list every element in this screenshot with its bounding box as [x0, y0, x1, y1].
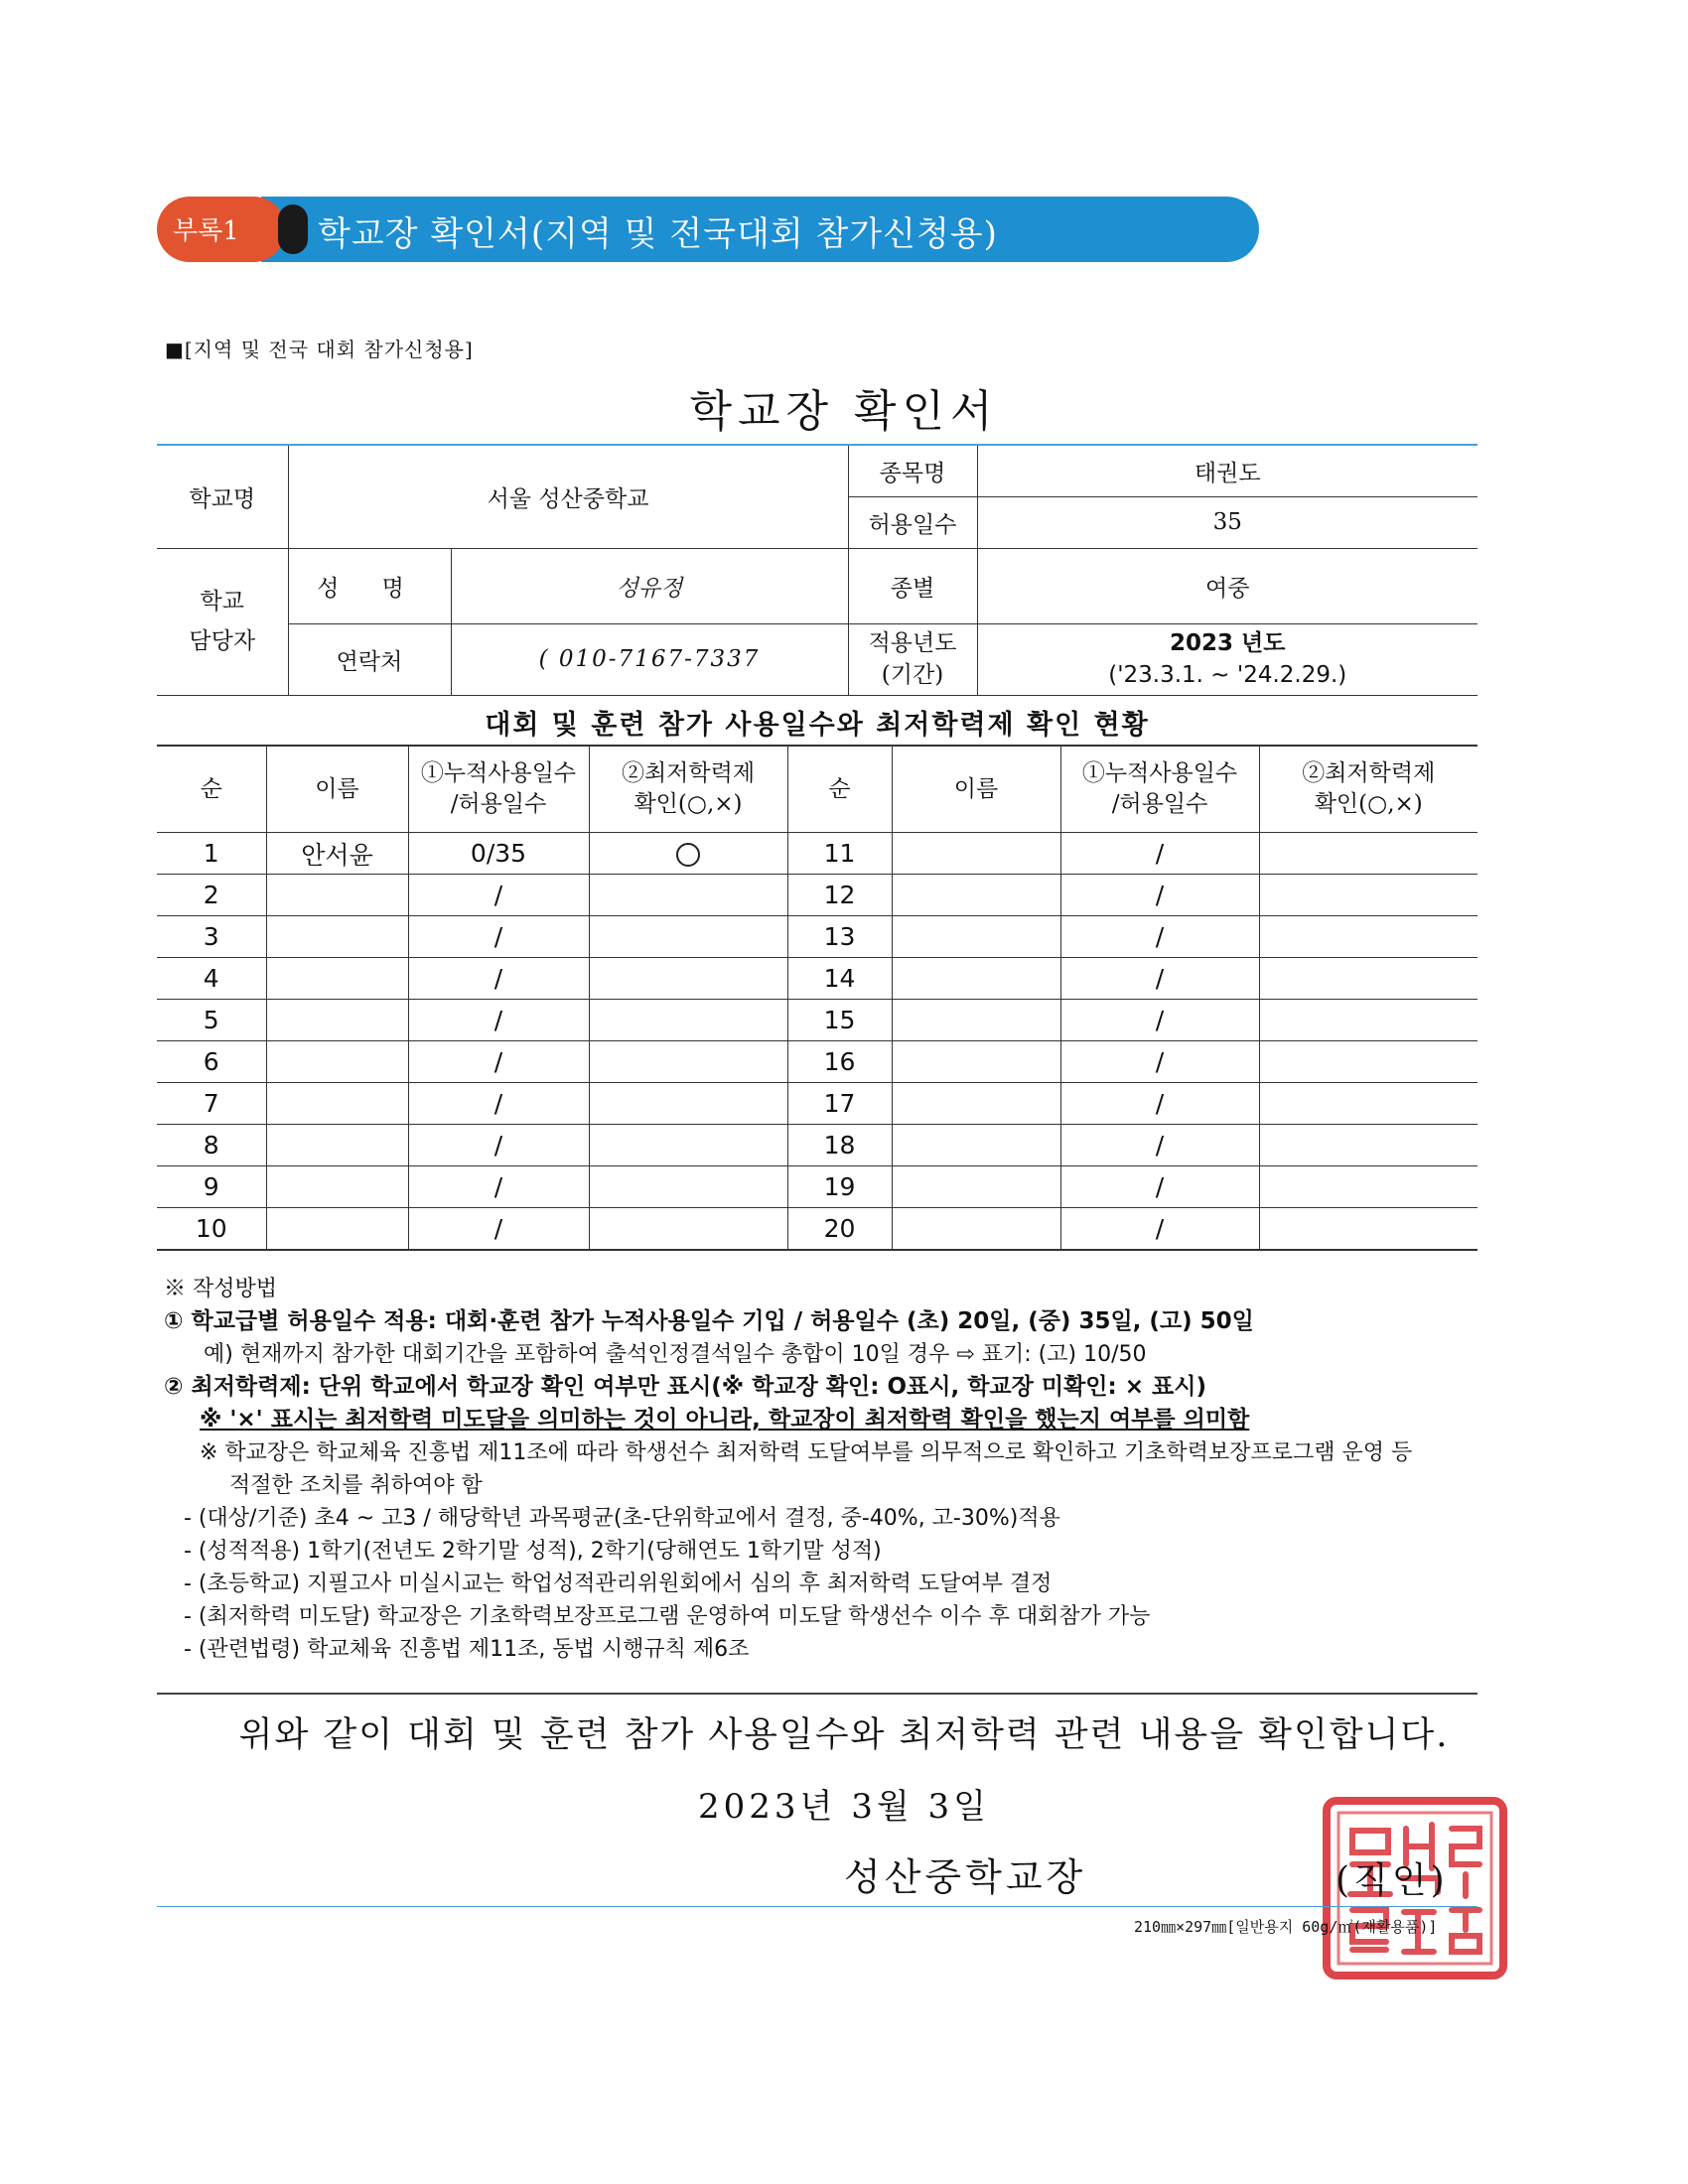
contact-label: 연락처 — [288, 623, 451, 695]
row-no: 6 — [157, 1041, 266, 1083]
check-mark — [1259, 1041, 1477, 1083]
student-name — [892, 1041, 1060, 1083]
days-used: / — [408, 1125, 589, 1166]
student-name — [266, 1000, 408, 1041]
category-label: 종별 — [848, 548, 977, 623]
footer-rule — [157, 1906, 1477, 1907]
check-mark — [589, 1166, 787, 1208]
note-below-minimum: - (최저학력 미도달) 학교장은 기초학력보장프로그램 운영하여 미도달 학생선수 이수 후 대회참가 가능 — [184, 1604, 1151, 1629]
student-name — [266, 1125, 408, 1166]
check-mark — [589, 1125, 787, 1166]
year-value: 2023 년도 — [1170, 630, 1286, 656]
days-used: / — [408, 1083, 589, 1125]
note-min-academic-meaning: ※ '×' 표시는 최저학력 미도달을 의미하는 것이 아니라, 학교장이 최저학력 확인을 했는지 여부를 의미함 — [200, 1407, 1250, 1433]
row-no: 4 — [157, 958, 266, 1000]
check-mark — [1259, 916, 1477, 958]
row-no: 18 — [787, 1125, 892, 1166]
row-no: 10 — [157, 1208, 266, 1251]
days-used: / — [1060, 1166, 1259, 1208]
days-used: 0/35 — [408, 833, 589, 875]
student-name — [266, 916, 408, 958]
category-value: 여중 — [977, 548, 1477, 623]
name-label: 성 명 — [288, 548, 451, 623]
row-no: 7 — [157, 1083, 266, 1125]
student-name — [892, 1166, 1060, 1208]
banner-tag: 부록1 — [173, 216, 239, 246]
days-used: / — [408, 875, 589, 916]
row-no: 19 — [787, 1166, 892, 1208]
col-name-left: 이름 — [266, 746, 408, 833]
row-no: 8 — [157, 1125, 266, 1166]
col-days-left: ①누적사용일수 /허용일수 — [408, 746, 589, 833]
check-mark — [1259, 1208, 1477, 1251]
school-name-value: 서울 성산중학교 — [288, 445, 848, 548]
notes-heading: ※ 작성방법 — [164, 1277, 278, 1301]
student-name — [892, 1208, 1060, 1251]
table-row — [157, 1125, 1477, 1166]
days-used: / — [1060, 1125, 1259, 1166]
table-row — [157, 1000, 1477, 1041]
student-name — [266, 1041, 408, 1083]
note-elementary: - (초등학교) 지필고사 미실시교는 학업성적관리위원회에서 심의 후 최저학력 도달여부 결정 — [184, 1571, 1053, 1596]
check-mark — [589, 875, 787, 916]
col-no-right: 순 — [787, 746, 892, 833]
check-mark — [1259, 1125, 1477, 1166]
table-row — [157, 875, 1477, 916]
note-related-law: - (관련법령) 학교체육 진흥법 제11조, 동법 시행규칙 제6조 — [184, 1637, 750, 1662]
row-no: 9 — [157, 1166, 266, 1208]
form-subheading: ■[지역 및 전국 대회 참가신청용] — [165, 338, 474, 361]
roster-table — [157, 745, 1477, 1251]
student-name: 안서윤 — [266, 833, 408, 875]
student-name — [266, 958, 408, 1000]
col-days-right: ①누적사용일수 /허용일수 — [1060, 746, 1259, 833]
student-name — [892, 1083, 1060, 1125]
paper-spec: 210㎜×297㎜[일반용지 60g/㎡(재활용품)] — [1134, 1918, 1438, 1936]
check-mark — [1259, 833, 1477, 875]
days-used: / — [408, 1208, 589, 1251]
table-row — [157, 1208, 1477, 1251]
table-row — [157, 1083, 1477, 1125]
note-allowed-days: ① 학교급별 허용일수 적용: 대회·훈련 참가 누적사용일수 기입 / 허용일수 (초) 20일, (중) 35일, (고) 50일 — [164, 1308, 1254, 1334]
days-used: / — [1060, 1083, 1259, 1125]
instructions-notes — [164, 1273, 1494, 1666]
row-no: 1 — [157, 833, 266, 875]
student-name — [892, 1000, 1060, 1041]
note-principal-duty-cont: 적절한 조치를 취하여야 함 — [229, 1473, 483, 1498]
row-no: 15 — [787, 1000, 892, 1041]
table-row — [157, 916, 1477, 958]
page-title: 학교장 확인서 — [689, 386, 999, 437]
banner-title: 학교장 확인서(지역 및 전국대회 참가신청용) — [318, 214, 998, 254]
student-name — [892, 958, 1060, 1000]
year-label: 적용년도 (기간) — [848, 623, 977, 695]
seal-label: (직인) — [1336, 1860, 1449, 1901]
days-used: / — [1060, 916, 1259, 958]
col-check-right: ②최저학력제 확인(○,×) — [1259, 746, 1477, 833]
student-name — [892, 1125, 1060, 1166]
appendix-banner — [157, 197, 1259, 262]
days-used: / — [1060, 1041, 1259, 1083]
check-mark — [589, 958, 787, 1000]
period-value: ('23.3.1. ~ '24.2.29.) — [1108, 662, 1347, 688]
banner-divider-shape — [278, 205, 308, 254]
principal-title: 성산중학교장 — [844, 1855, 1087, 1899]
days-used: / — [1060, 1208, 1259, 1251]
check-mark — [589, 916, 787, 958]
col-check-left: ②최저학력제 확인(○,×) — [589, 746, 787, 833]
row-no: 13 — [787, 916, 892, 958]
allowed-days-label: 허용일수 — [848, 496, 977, 548]
table-row — [157, 1041, 1477, 1083]
note-grade-application: - (성적적용) 1학기(전년도 2학기말 성적), 2학기(당해연도 1학기말 성적) — [184, 1539, 882, 1564]
event-label: 종목명 — [848, 445, 977, 496]
check-mark — [589, 833, 787, 875]
year-cell — [977, 623, 1477, 695]
note-target-criteria: - (대상/기준) 초4 ~ 고3 / 해당학년 과목평균(초-단위학교에서 결정, 중-40%, 고-30%)적용 — [184, 1506, 1060, 1531]
student-name — [266, 1166, 408, 1208]
table-row — [157, 1166, 1477, 1208]
days-used: / — [1060, 875, 1259, 916]
days-used: / — [1060, 833, 1259, 875]
check-mark — [1259, 1083, 1477, 1125]
manager-name-handwritten: 성유정 — [451, 548, 848, 623]
note-principal-duty: ※ 학교장은 학교체육 진흥법 제11조에 따라 학생선수 최저학력 도달여부를 의무적으로 확인하고 기초학력보장프로그램 운영 등 — [200, 1440, 1413, 1465]
days-used: / — [408, 1166, 589, 1208]
student-name — [266, 875, 408, 916]
row-no: 11 — [787, 833, 892, 875]
col-name-right: 이름 — [892, 746, 1060, 833]
row-no: 5 — [157, 1000, 266, 1041]
note-allowed-days-example: 예) 현재까지 참가한 대회기간을 포함하여 출석인정결석일수 총합이 10일 경우 ⇨ 표기: (고) 10/50 — [204, 1342, 1147, 1367]
row-no: 14 — [787, 958, 892, 1000]
manager-label: 학교 담당자 — [157, 548, 288, 695]
issue-date: 2023년 3월 3일 — [698, 1787, 990, 1827]
row-no: 20 — [787, 1208, 892, 1251]
row-no: 2 — [157, 875, 266, 916]
student-name — [892, 833, 1060, 875]
info-table — [157, 444, 1477, 696]
check-mark — [1259, 875, 1477, 916]
row-no: 12 — [787, 875, 892, 916]
days-used: / — [408, 916, 589, 958]
student-name — [266, 1208, 408, 1251]
section-divider — [157, 1693, 1477, 1695]
note-min-academic: ② 최저학력제: 단위 학교에서 학교장 확인 여부만 표시(※ 학교장 확인: O표시, 학교장 미확인: × 표시) — [164, 1374, 1206, 1400]
days-used: / — [408, 958, 589, 1000]
table-row — [157, 958, 1477, 1000]
check-mark — [589, 1041, 787, 1083]
student-name — [892, 916, 1060, 958]
table-row — [157, 833, 1477, 875]
check-mark — [1259, 1000, 1477, 1041]
contact-handwritten: ( 010-7167-7337 — [451, 623, 848, 695]
days-used: / — [408, 1041, 589, 1083]
event-value: 태권도 — [977, 445, 1477, 496]
school-name-label: 학교명 — [157, 445, 288, 548]
days-used: / — [1060, 958, 1259, 1000]
col-no-left: 순 — [157, 746, 266, 833]
allowed-days-value: 35 — [977, 496, 1477, 548]
confirmation-statement: 위와 같이 대회 및 훈련 참가 사용일수와 최저학력 관련 내용을 확인합니다. — [238, 1715, 1450, 1755]
row-no: 16 — [787, 1041, 892, 1083]
check-mark — [589, 1000, 787, 1041]
days-used: / — [408, 1000, 589, 1041]
check-mark — [589, 1208, 787, 1251]
student-name — [892, 875, 1060, 916]
status-caption: 대회 및 훈련 참가 사용일수와 최저학력제 확인 현황 — [485, 710, 1150, 741]
check-mark — [1259, 958, 1477, 1000]
check-mark — [1259, 1166, 1477, 1208]
check-mark — [589, 1083, 787, 1125]
days-used: / — [1060, 1000, 1259, 1041]
student-name — [266, 1083, 408, 1125]
row-no: 3 — [157, 916, 266, 958]
row-no: 17 — [787, 1083, 892, 1125]
confirmed-circle-mark — [676, 843, 700, 867]
